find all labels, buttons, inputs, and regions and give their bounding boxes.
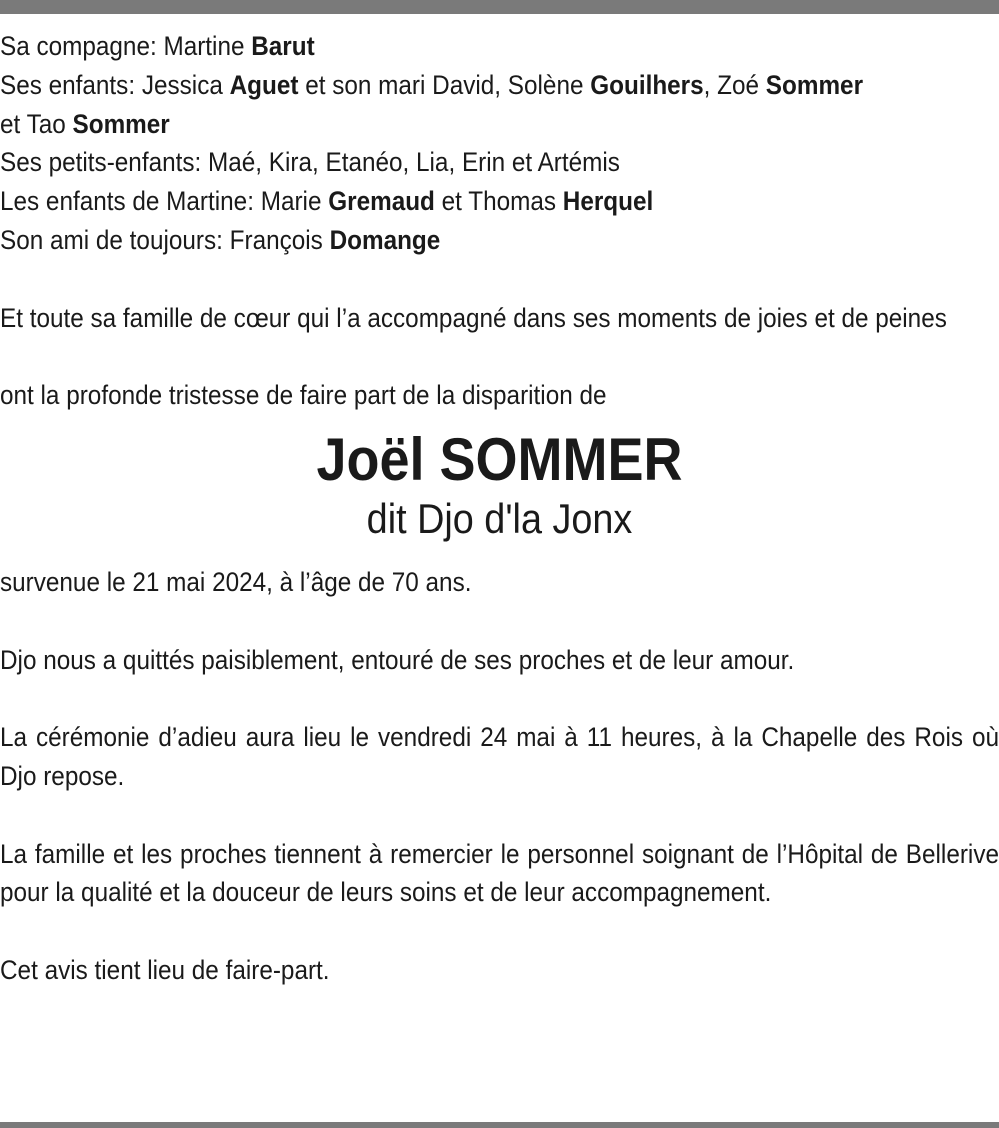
deceased-block bbox=[0, 427, 999, 545]
heart-family-paragraph: Et toute sa famille de cœur qui l’a accompagné dans ses moments de joies et de peines bbox=[0, 302, 947, 333]
friend-prefix: Son ami de toujours: François bbox=[0, 224, 330, 255]
children-line-2-prefix: et Tao bbox=[0, 108, 73, 139]
peaceful-line: Djo nous a quittés paisiblement, entouré de ses proches et de leur amour. bbox=[0, 644, 795, 675]
martine-children-mid: et Thomas bbox=[434, 186, 563, 217]
surname-gremaud: Gremaud bbox=[328, 186, 435, 217]
top-divider bbox=[0, 0, 999, 14]
children-line-1 bbox=[0, 66, 999, 105]
child-surname-gouilhers: Gouilhers bbox=[590, 69, 704, 100]
deceased-nickname: dit Djo d'la Jonx bbox=[366, 494, 633, 542]
bottom-divider bbox=[0, 1122, 999, 1128]
closing-line: Cet avis tient lieu de faire-part. bbox=[0, 954, 330, 985]
grandchildren-line: Ses petits-enfants: Maé, Kira, Etanéo, Lia, Erin et Artémis bbox=[0, 147, 620, 178]
children-prefix: Ses enfants: Jessica bbox=[0, 69, 230, 100]
children-mid-2: , Zoé bbox=[703, 69, 766, 100]
companion-prefix: Sa compagne: Martine bbox=[0, 31, 252, 61]
children-line-2 bbox=[0, 105, 999, 144]
surname-domange: Domange bbox=[329, 224, 441, 255]
child-surname-sommer: Sommer bbox=[765, 69, 864, 100]
martine-children-line bbox=[0, 182, 999, 221]
child-surname-aguet: Aguet bbox=[229, 69, 299, 100]
child-surname-tao-sommer: Sommer bbox=[72, 108, 170, 139]
obituary-notice bbox=[0, 27, 999, 990]
surname-herquel: Herquel bbox=[562, 186, 654, 217]
friend-line bbox=[0, 221, 999, 260]
death-info-line: survenue le 21 mai 2024, à l’âge de 70 ans. bbox=[0, 566, 472, 597]
companion-surname: Barut bbox=[251, 31, 315, 61]
announcement-line: ont la profonde tristesse de faire part de la disparition de bbox=[0, 380, 607, 411]
martine-children-prefix: Les enfants de Martine: Marie bbox=[0, 186, 329, 217]
children-mid-1: et son mari David, Solène bbox=[298, 69, 591, 100]
deceased-name: Joël SOMMER bbox=[316, 425, 683, 493]
companion-line bbox=[0, 27, 999, 66]
thanks-paragraph: La famille et les proches tiennent à remercier le personnel soignant de l’Hôpital de Bellerive pour la qualité et la douceur de leurs soins et de leur accompagnement. bbox=[0, 838, 999, 908]
ceremony-paragraph: La cérémonie d’adieu aura lieu le vendredi 24 mai à 11 heures, à la Chapelle des Rois où Djo repose. bbox=[0, 722, 999, 791]
